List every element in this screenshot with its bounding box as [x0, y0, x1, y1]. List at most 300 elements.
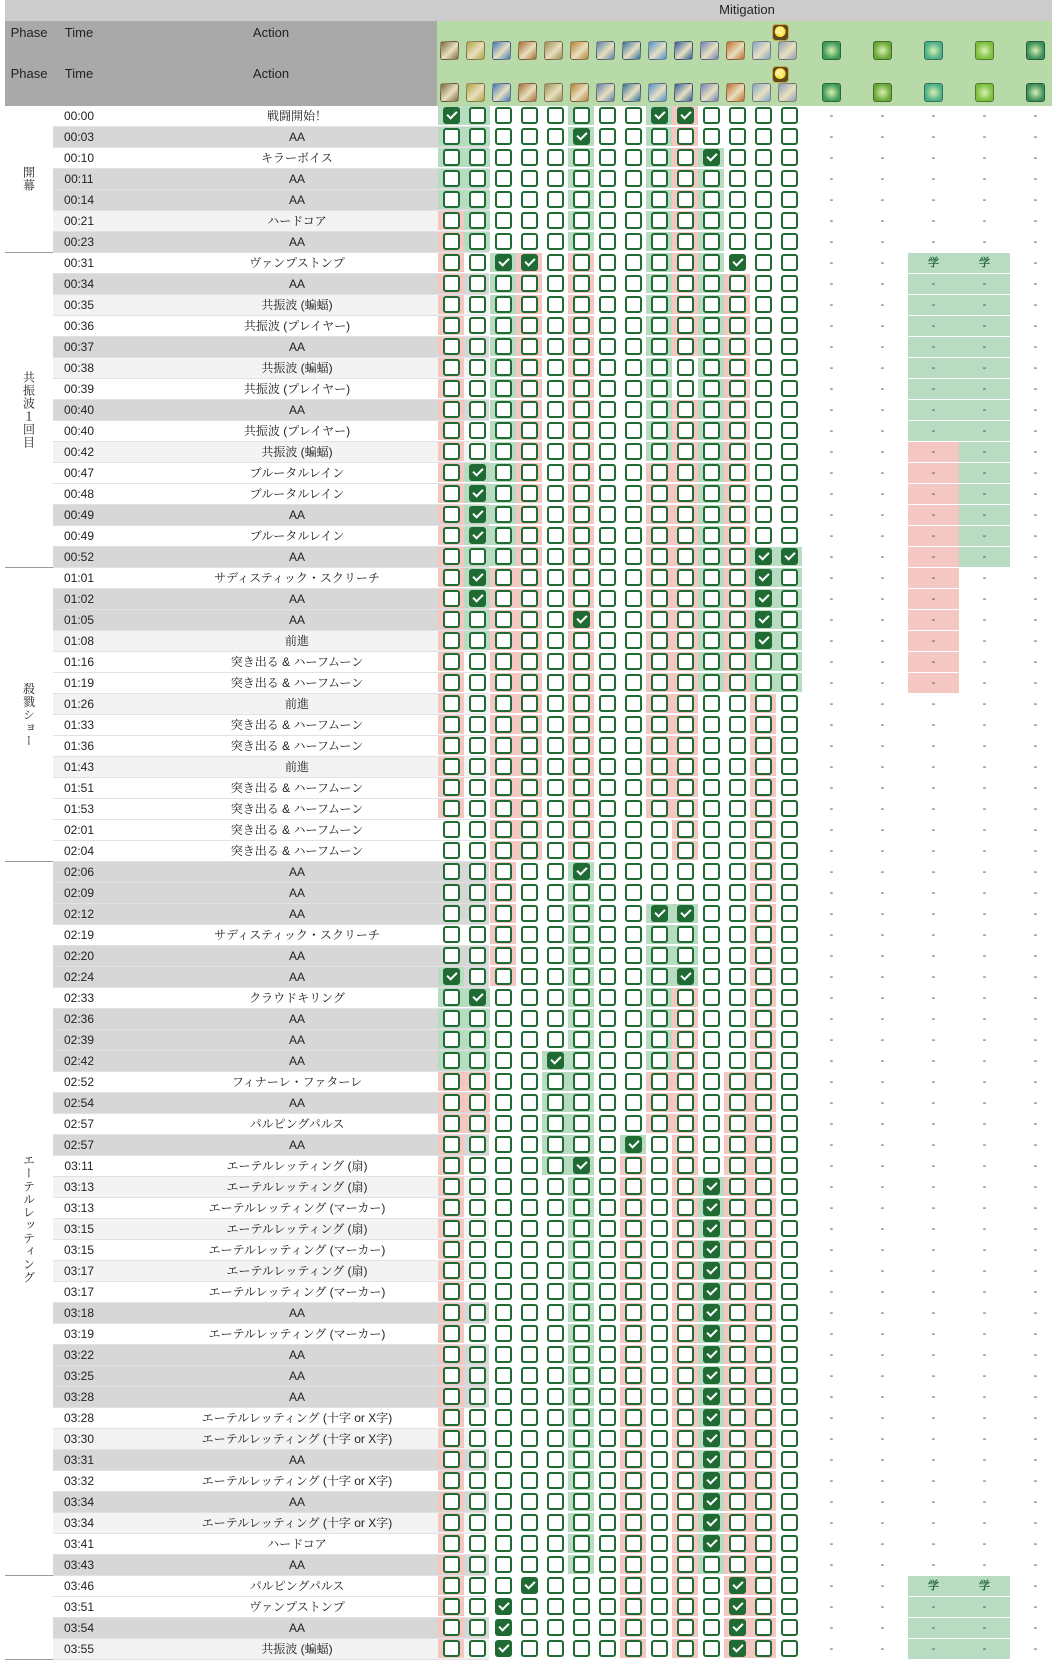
checkbox[interactable]: [594, 757, 620, 776]
checkbox[interactable]: [594, 1114, 620, 1133]
checkbox[interactable]: [438, 1555, 464, 1574]
checkbox[interactable]: [490, 1051, 516, 1070]
mitigation-cell[interactable]: -: [880, 1034, 885, 1046]
mitigation-cell[interactable]: -: [880, 509, 885, 521]
checkbox[interactable]: [776, 1177, 802, 1196]
checkbox[interactable]: [542, 316, 568, 335]
mitigation-cell[interactable]: -: [829, 467, 834, 479]
checkbox[interactable]: [620, 610, 646, 629]
mitigation-cell[interactable]: -: [829, 341, 834, 353]
mitigation-cell[interactable]: -: [1033, 1055, 1038, 1067]
checkbox[interactable]: [750, 1366, 776, 1385]
mitigation-cell[interactable]: -: [931, 1391, 936, 1403]
checkbox[interactable]: [724, 1114, 750, 1133]
checkbox[interactable]: [698, 1093, 724, 1112]
checkbox[interactable]: [724, 967, 750, 986]
checkbox[interactable]: [516, 337, 542, 356]
mitigation-cell[interactable]: -: [1033, 530, 1038, 542]
checkbox[interactable]: [646, 610, 672, 629]
checkbox[interactable]: [542, 400, 568, 419]
checkbox[interactable]: [750, 1009, 776, 1028]
checkbox[interactable]: [464, 820, 490, 839]
checkbox[interactable]: [464, 904, 490, 923]
checkbox[interactable]: [516, 1324, 542, 1343]
checkbox[interactable]: [776, 1408, 802, 1427]
mitigation-cell[interactable]: -: [880, 1643, 885, 1655]
checkbox[interactable]: [776, 526, 802, 545]
mitigation-cell[interactable]: -: [982, 761, 987, 773]
checkbox[interactable]: [750, 442, 776, 461]
checkbox[interactable]: [646, 442, 672, 461]
checkbox[interactable]: [750, 1429, 776, 1448]
checkbox[interactable]: [490, 211, 516, 230]
mitigation-cell[interactable]: -: [931, 845, 936, 857]
checkbox[interactable]: [490, 631, 516, 650]
checkbox-checked[interactable]: [672, 904, 698, 923]
checkbox[interactable]: [646, 841, 672, 860]
checkbox[interactable]: [568, 1450, 594, 1469]
checkbox[interactable]: [620, 904, 646, 923]
checkbox[interactable]: [776, 1534, 802, 1553]
mitigation-cell[interactable]: -: [1033, 1076, 1038, 1088]
checkbox[interactable]: [698, 757, 724, 776]
checkbox[interactable]: [516, 1156, 542, 1175]
mitigation-cell[interactable]: -: [880, 1076, 885, 1088]
checkbox[interactable]: [646, 1345, 672, 1364]
checkbox[interactable]: [542, 1156, 568, 1175]
checkbox[interactable]: [464, 421, 490, 440]
checkbox[interactable]: [438, 1282, 464, 1301]
checkbox[interactable]: [438, 1240, 464, 1259]
checkbox[interactable]: [698, 316, 724, 335]
checkbox[interactable]: [724, 127, 750, 146]
checkbox[interactable]: [620, 715, 646, 734]
mitigation-cell[interactable]: -: [931, 1454, 936, 1466]
checkbox[interactable]: [516, 148, 542, 167]
checkbox[interactable]: [620, 1492, 646, 1511]
mitigation-cell[interactable]: -: [829, 1202, 834, 1214]
checkbox[interactable]: [516, 1429, 542, 1448]
checkbox[interactable]: [724, 400, 750, 419]
checkbox[interactable]: [646, 1135, 672, 1154]
checkbox[interactable]: [776, 295, 802, 314]
checkbox[interactable]: [750, 1513, 776, 1532]
checkbox[interactable]: [438, 589, 464, 608]
checkbox[interactable]: [620, 778, 646, 797]
checkbox[interactable]: [620, 1009, 646, 1028]
checkbox[interactable]: [646, 1072, 672, 1091]
checkbox[interactable]: [646, 358, 672, 377]
mitigation-cell[interactable]: -: [982, 866, 987, 878]
checkbox[interactable]: [464, 1408, 490, 1427]
checkbox[interactable]: [724, 1240, 750, 1259]
checkbox[interactable]: [620, 358, 646, 377]
mitigation-cell[interactable]: -: [908, 442, 959, 462]
checkbox[interactable]: [620, 820, 646, 839]
checkbox[interactable]: [568, 295, 594, 314]
checkbox[interactable]: [672, 631, 698, 650]
checkbox[interactable]: [646, 1555, 672, 1574]
checkbox[interactable]: [568, 1576, 594, 1595]
checkbox[interactable]: [776, 736, 802, 755]
checkbox[interactable]: [464, 1135, 490, 1154]
checkbox[interactable]: [724, 946, 750, 965]
mitigation-cell[interactable]: -: [880, 740, 885, 752]
checkbox[interactable]: [542, 652, 568, 671]
checkbox[interactable]: [750, 1450, 776, 1469]
checkbox[interactable]: [594, 526, 620, 545]
mitigation-cell[interactable]: -: [959, 1618, 1010, 1638]
checkbox[interactable]: [568, 967, 594, 986]
mitigation-cell[interactable]: -: [959, 1597, 1010, 1617]
mitigation-cell[interactable]: -: [1033, 866, 1038, 878]
checkbox[interactable]: [672, 337, 698, 356]
checkbox[interactable]: [594, 1597, 620, 1616]
mitigation-cell[interactable]: -: [982, 1118, 987, 1130]
checkbox[interactable]: [516, 1471, 542, 1490]
mitigation-cell[interactable]: -: [829, 1454, 834, 1466]
checkbox[interactable]: [698, 1114, 724, 1133]
checkbox[interactable]: [646, 169, 672, 188]
checkbox[interactable]: [698, 799, 724, 818]
checkbox[interactable]: [568, 1030, 594, 1049]
checkbox[interactable]: [542, 1030, 568, 1049]
checkbox[interactable]: [620, 127, 646, 146]
mitigation-cell[interactable]: -: [829, 656, 834, 668]
checkbox[interactable]: [568, 1198, 594, 1217]
checkbox[interactable]: [750, 148, 776, 167]
checkbox[interactable]: [438, 568, 464, 587]
checkbox[interactable]: [776, 127, 802, 146]
checkbox[interactable]: [542, 715, 568, 734]
mitigation-cell[interactable]: -: [982, 1538, 987, 1550]
checkbox[interactable]: [568, 1261, 594, 1280]
mitigation-cell[interactable]: -: [880, 551, 885, 563]
checkbox[interactable]: [594, 820, 620, 839]
checkbox[interactable]: [490, 967, 516, 986]
checkbox[interactable]: [542, 1576, 568, 1595]
checkbox[interactable]: [724, 925, 750, 944]
mitigation-cell[interactable]: -: [880, 1265, 885, 1277]
checkbox[interactable]: [516, 967, 542, 986]
checkbox[interactable]: [542, 1177, 568, 1196]
checkbox[interactable]: [750, 778, 776, 797]
checkbox[interactable]: [438, 232, 464, 251]
mitigation-cell[interactable]: -: [880, 761, 885, 773]
checkbox[interactable]: [620, 1597, 646, 1616]
checkbox[interactable]: [542, 757, 568, 776]
mitigation-cell[interactable]: -: [1033, 614, 1038, 626]
checkbox[interactable]: [542, 526, 568, 545]
checkbox[interactable]: [724, 547, 750, 566]
checkbox[interactable]: [776, 1282, 802, 1301]
checkbox-checked[interactable]: [464, 988, 490, 1007]
checkbox[interactable]: [672, 1345, 698, 1364]
checkbox[interactable]: [516, 1219, 542, 1238]
checkbox[interactable]: [594, 673, 620, 692]
checkbox[interactable]: [464, 883, 490, 902]
checkbox[interactable]: [724, 211, 750, 230]
checkbox[interactable]: [464, 799, 490, 818]
checkbox[interactable]: [776, 148, 802, 167]
checkbox[interactable]: [620, 463, 646, 482]
mitigation-cell[interactable]: -: [829, 1580, 834, 1592]
mitigation-cell[interactable]: -: [959, 547, 1010, 567]
checkbox-checked[interactable]: [542, 1051, 568, 1070]
checkbox[interactable]: [620, 1219, 646, 1238]
checkbox[interactable]: [750, 106, 776, 125]
checkbox[interactable]: [464, 1471, 490, 1490]
mitigation-cell[interactable]: -: [982, 1349, 987, 1361]
mitigation-cell[interactable]: -: [982, 572, 987, 584]
mitigation-cell[interactable]: -: [829, 1370, 834, 1382]
checkbox[interactable]: [438, 841, 464, 860]
checkbox[interactable]: [698, 1555, 724, 1574]
checkbox[interactable]: [464, 1156, 490, 1175]
checkbox[interactable]: [464, 1387, 490, 1406]
checkbox[interactable]: [672, 652, 698, 671]
mitigation-cell[interactable]: -: [829, 1223, 834, 1235]
checkbox[interactable]: [490, 841, 516, 860]
mitigation-cell[interactable]: -: [829, 1433, 834, 1445]
mitigation-cell[interactable]: -: [880, 1622, 885, 1634]
checkbox[interactable]: [672, 1303, 698, 1322]
checkbox[interactable]: [568, 1093, 594, 1112]
checkbox[interactable]: [568, 631, 594, 650]
checkbox[interactable]: [568, 946, 594, 965]
checkbox[interactable]: [620, 148, 646, 167]
checkbox[interactable]: [724, 379, 750, 398]
checkbox[interactable]: [724, 1282, 750, 1301]
checkbox[interactable]: [672, 715, 698, 734]
mitigation-cell[interactable]: -: [829, 1118, 834, 1130]
checkbox[interactable]: [568, 1408, 594, 1427]
checkbox[interactable]: [672, 1555, 698, 1574]
mitigation-cell[interactable]: -: [931, 1055, 936, 1067]
checkbox-checked[interactable]: [750, 589, 776, 608]
checkbox[interactable]: [516, 1387, 542, 1406]
checkbox[interactable]: [438, 400, 464, 419]
checkbox[interactable]: [672, 1618, 698, 1637]
checkbox[interactable]: [776, 442, 802, 461]
checkbox[interactable]: [542, 820, 568, 839]
mitigation-cell[interactable]: -: [959, 421, 1010, 441]
mitigation-cell[interactable]: -: [1033, 677, 1038, 689]
checkbox[interactable]: [438, 1345, 464, 1364]
checkbox[interactable]: [438, 1009, 464, 1028]
checkbox[interactable]: [568, 1597, 594, 1616]
checkbox[interactable]: [620, 652, 646, 671]
checkbox[interactable]: [438, 736, 464, 755]
checkbox-checked[interactable]: [672, 106, 698, 125]
mitigation-cell[interactable]: -: [880, 1538, 885, 1550]
checkbox[interactable]: [724, 1051, 750, 1070]
checkbox[interactable]: [542, 925, 568, 944]
mitigation-cell[interactable]: -: [880, 1013, 885, 1025]
checkbox[interactable]: [516, 1597, 542, 1616]
checkbox[interactable]: [594, 1009, 620, 1028]
checkbox[interactable]: [490, 1429, 516, 1448]
mitigation-cell[interactable]: -: [880, 719, 885, 731]
checkbox[interactable]: [698, 1597, 724, 1616]
checkbox[interactable]: [750, 1534, 776, 1553]
mitigation-cell[interactable]: -: [829, 215, 834, 227]
checkbox[interactable]: [568, 757, 594, 776]
checkbox[interactable]: [594, 379, 620, 398]
mitigation-cell[interactable]: -: [1033, 740, 1038, 752]
checkbox[interactable]: [620, 1555, 646, 1574]
checkbox[interactable]: [750, 379, 776, 398]
checkbox[interactable]: [750, 1240, 776, 1259]
checkbox[interactable]: [672, 1177, 698, 1196]
checkbox[interactable]: [542, 379, 568, 398]
checkbox[interactable]: [672, 925, 698, 944]
checkbox[interactable]: [750, 1324, 776, 1343]
checkbox[interactable]: [672, 694, 698, 713]
mitigation-cell[interactable]: -: [829, 1622, 834, 1634]
mitigation-cell[interactable]: -: [880, 404, 885, 416]
mitigation-cell[interactable]: -: [880, 236, 885, 248]
checkbox[interactable]: [646, 1492, 672, 1511]
mitigation-cell[interactable]: -: [1033, 110, 1038, 122]
mitigation-cell[interactable]: -: [880, 530, 885, 542]
checkbox-checked[interactable]: [698, 1282, 724, 1301]
mitigation-cell[interactable]: -: [1033, 1160, 1038, 1172]
checkbox[interactable]: [672, 358, 698, 377]
checkbox[interactable]: [620, 337, 646, 356]
checkbox[interactable]: [516, 1240, 542, 1259]
checkbox[interactable]: [776, 400, 802, 419]
checkbox[interactable]: [724, 106, 750, 125]
mitigation-cell[interactable]: -: [829, 383, 834, 395]
mitigation-cell[interactable]: -: [908, 358, 959, 378]
checkbox[interactable]: [438, 778, 464, 797]
checkbox[interactable]: [568, 925, 594, 944]
mitigation-cell[interactable]: -: [880, 110, 885, 122]
checkbox[interactable]: [516, 274, 542, 293]
checkbox[interactable]: [776, 925, 802, 944]
mitigation-cell[interactable]: -: [908, 589, 959, 609]
checkbox[interactable]: [698, 1009, 724, 1028]
mitigation-cell[interactable]: -: [880, 215, 885, 227]
checkbox[interactable]: [568, 1513, 594, 1532]
checkbox[interactable]: [620, 673, 646, 692]
mitigation-cell[interactable]: -: [982, 131, 987, 143]
mitigation-cell[interactable]: -: [908, 463, 959, 483]
checkbox[interactable]: [776, 568, 802, 587]
checkbox[interactable]: [724, 1345, 750, 1364]
mitigation-cell[interactable]: -: [1033, 1307, 1038, 1319]
mitigation-cell[interactable]: -: [982, 677, 987, 689]
checkbox[interactable]: [750, 1135, 776, 1154]
checkbox[interactable]: [594, 274, 620, 293]
checkbox[interactable]: [750, 715, 776, 734]
checkbox[interactable]: [464, 190, 490, 209]
mitigation-cell[interactable]: -: [931, 1559, 936, 1571]
mitigation-cell[interactable]: -: [982, 1160, 987, 1172]
checkbox[interactable]: [776, 589, 802, 608]
checkbox[interactable]: [646, 1618, 672, 1637]
checkbox[interactable]: [646, 1513, 672, 1532]
checkbox[interactable]: [594, 211, 620, 230]
mitigation-cell[interactable]: -: [829, 1538, 834, 1550]
checkbox[interactable]: [594, 967, 620, 986]
mitigation-cell[interactable]: -: [880, 152, 885, 164]
mitigation-cell[interactable]: -: [908, 1618, 959, 1638]
checkbox-checked[interactable]: [724, 1618, 750, 1637]
mitigation-cell[interactable]: -: [880, 446, 885, 458]
checkbox[interactable]: [438, 505, 464, 524]
checkbox[interactable]: [516, 1492, 542, 1511]
checkbox[interactable]: [776, 190, 802, 209]
mitigation-cell[interactable]: -: [1033, 1202, 1038, 1214]
checkbox[interactable]: [542, 274, 568, 293]
checkbox[interactable]: [568, 988, 594, 1007]
checkbox[interactable]: [594, 631, 620, 650]
checkbox[interactable]: [490, 442, 516, 461]
mitigation-cell[interactable]: -: [982, 1370, 987, 1382]
checkbox[interactable]: [672, 799, 698, 818]
checkbox[interactable]: [568, 1534, 594, 1553]
checkbox[interactable]: [750, 1093, 776, 1112]
checkbox[interactable]: [776, 1114, 802, 1133]
checkbox[interactable]: [750, 1471, 776, 1490]
checkbox[interactable]: [672, 1387, 698, 1406]
mitigation-cell[interactable]: -: [829, 1349, 834, 1361]
checkbox[interactable]: [516, 1198, 542, 1217]
checkbox-checked[interactable]: [698, 1261, 724, 1280]
checkbox[interactable]: [620, 1345, 646, 1364]
mitigation-cell[interactable]: -: [880, 194, 885, 206]
checkbox[interactable]: [698, 841, 724, 860]
checkbox[interactable]: [646, 967, 672, 986]
checkbox[interactable]: [542, 337, 568, 356]
checkbox[interactable]: [490, 1408, 516, 1427]
checkbox[interactable]: [438, 253, 464, 272]
checkbox[interactable]: [490, 400, 516, 419]
mitigation-cell[interactable]: -: [1033, 1034, 1038, 1046]
checkbox[interactable]: [490, 862, 516, 881]
checkbox[interactable]: [516, 463, 542, 482]
checkbox[interactable]: [750, 1303, 776, 1322]
checkbox[interactable]: [724, 316, 750, 335]
checkbox[interactable]: [620, 1387, 646, 1406]
mitigation-cell[interactable]: -: [1033, 467, 1038, 479]
checkbox[interactable]: [672, 1114, 698, 1133]
checkbox-checked[interactable]: [698, 1450, 724, 1469]
mitigation-cell[interactable]: 学: [908, 253, 959, 273]
checkbox-checked[interactable]: [724, 1597, 750, 1616]
checkbox[interactable]: [568, 1282, 594, 1301]
checkbox[interactable]: [568, 1555, 594, 1574]
mitigation-cell[interactable]: -: [880, 803, 885, 815]
checkbox[interactable]: [750, 1597, 776, 1616]
checkbox[interactable]: [516, 190, 542, 209]
checkbox[interactable]: [672, 778, 698, 797]
checkbox[interactable]: [776, 1303, 802, 1322]
checkbox[interactable]: [438, 862, 464, 881]
checkbox[interactable]: [438, 547, 464, 566]
mitigation-cell[interactable]: -: [829, 782, 834, 794]
checkbox[interactable]: [750, 484, 776, 503]
checkbox[interactable]: [594, 1093, 620, 1112]
checkbox[interactable]: [542, 1492, 568, 1511]
checkbox[interactable]: [646, 295, 672, 314]
checkbox[interactable]: [594, 190, 620, 209]
checkbox[interactable]: [568, 883, 594, 902]
checkbox[interactable]: [724, 652, 750, 671]
checkbox[interactable]: [594, 1555, 620, 1574]
